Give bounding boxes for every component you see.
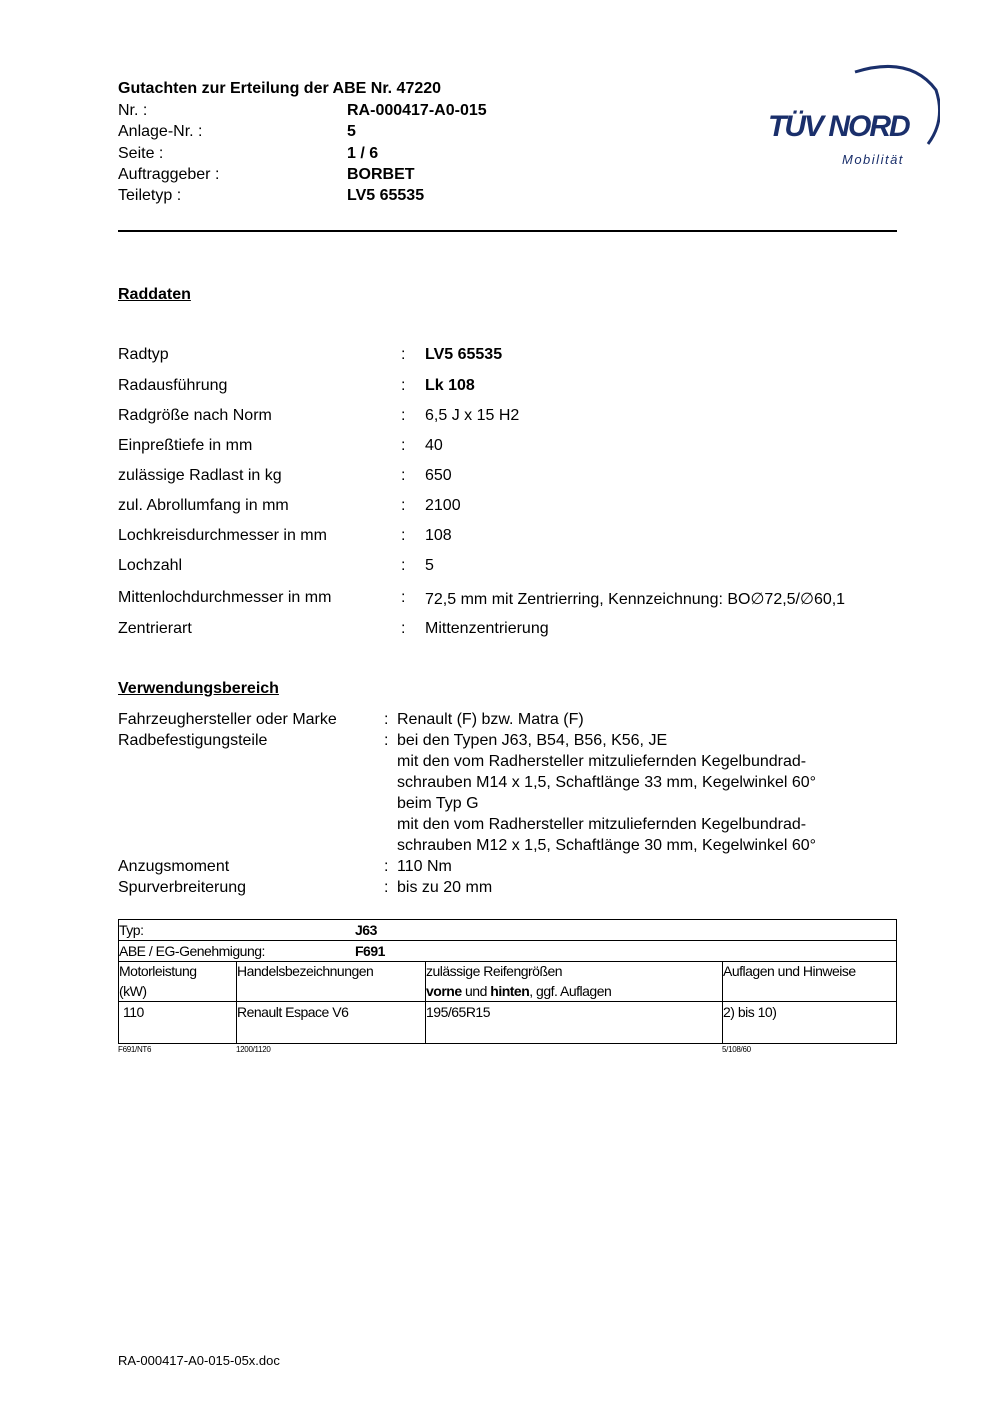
typ-value: J63 bbox=[355, 922, 377, 938]
vb-label: Anzugsmoment bbox=[118, 858, 230, 875]
raddaten-label: Radgröße nach Norm bbox=[118, 407, 272, 424]
cell-reifengroesse: 195/65R15 bbox=[426, 1004, 491, 1020]
table-rule bbox=[118, 961, 897, 962]
raddaten-value: Mittenzentrierung bbox=[425, 620, 549, 637]
vb-label: Fahrzeughersteller oder Marke bbox=[118, 711, 337, 728]
raddaten-label: Radausführung bbox=[118, 377, 228, 394]
header-label: Anlage-Nr. : bbox=[118, 123, 203, 140]
raddaten-row bbox=[118, 467, 918, 489]
abe-label: ABE / EG-Genehmigung: bbox=[119, 943, 265, 959]
typ-label: Typ: bbox=[119, 922, 144, 938]
vb-label: Radbefestigungsteile bbox=[118, 732, 268, 749]
separator: : bbox=[384, 711, 389, 728]
table-frame bbox=[118, 919, 897, 1044]
raddaten-row bbox=[118, 527, 918, 549]
header-label: Seite : bbox=[118, 145, 164, 162]
raddaten-value: 40 bbox=[425, 437, 443, 454]
raddaten-row bbox=[118, 407, 918, 429]
header-label: Auftraggeber : bbox=[118, 166, 220, 183]
raddaten-row bbox=[118, 377, 918, 399]
cell-kw: 110 bbox=[123, 1004, 144, 1020]
abe-value: F691 bbox=[355, 943, 385, 959]
code-abe: F691/NT6 bbox=[118, 1045, 152, 1054]
header-value: 1 / 6 bbox=[347, 145, 379, 162]
separator: : bbox=[401, 589, 406, 606]
col-motorleistung-header: Motorleistung bbox=[119, 963, 197, 979]
raddaten-heading: Raddaten bbox=[118, 286, 191, 303]
tuv-nord-logo bbox=[760, 60, 940, 170]
raddaten-row bbox=[118, 437, 918, 459]
vb-value: bei den Typen J63, B54, B56, K56, JE bbox=[397, 732, 668, 749]
vb-row-continuation bbox=[118, 816, 918, 837]
vb-row-continuation bbox=[118, 774, 918, 795]
vb-row-anzug bbox=[118, 858, 918, 879]
header-value: LV5 65535 bbox=[347, 187, 425, 204]
raddaten-row bbox=[118, 497, 918, 519]
auflagen-text: , ggf. Auflagen bbox=[529, 983, 612, 999]
separator: : bbox=[384, 879, 389, 896]
vb-row-spur bbox=[118, 879, 918, 900]
separator: : bbox=[401, 527, 406, 544]
cell-auflagen: 2) bis 10) bbox=[723, 1004, 777, 1020]
raddaten-row bbox=[118, 346, 918, 368]
vb-value: bis zu 20 mm bbox=[397, 879, 493, 896]
raddaten-label: Lochzahl bbox=[118, 557, 183, 574]
separator: : bbox=[401, 377, 406, 394]
raddaten-label: Radtyp bbox=[118, 346, 169, 363]
header-value: BORBET bbox=[347, 166, 415, 183]
raddaten-value: 650 bbox=[425, 467, 452, 484]
vb-value: mit den vom Radhersteller mitzuliefernden Kegelbundrad- bbox=[397, 816, 807, 833]
vb-value: 110 Nm bbox=[397, 858, 452, 875]
raddaten-row bbox=[118, 589, 918, 611]
und-text: und bbox=[461, 983, 491, 999]
separator: : bbox=[401, 497, 406, 514]
raddaten-label: Zentrierart bbox=[118, 620, 192, 637]
vb-value: beim Typ G bbox=[397, 795, 479, 812]
raddaten-value: 72,5 mm mit Zentrierring, Kennzeichnung: BO∅72,5/∅60,1 bbox=[425, 591, 846, 608]
col-motorleistung-unit: (kW) bbox=[119, 983, 147, 999]
vb-value: Renault (F) bzw. Matra (F) bbox=[397, 711, 584, 728]
vb-row-continuation bbox=[118, 795, 918, 816]
vb-value: schrauben M14 x 1,5, Schaftlänge 33 mm, Kegelwinkel 60° bbox=[397, 774, 817, 791]
raddaten-value: 6,5 J x 15 H2 bbox=[425, 407, 520, 424]
raddaten-value: 5 bbox=[425, 557, 434, 574]
separator: : bbox=[401, 437, 406, 454]
logo-subtitle: Mobilität bbox=[842, 152, 904, 167]
raddaten-label: zul. Abrollumfang in mm bbox=[118, 497, 289, 514]
separator: : bbox=[384, 858, 389, 875]
logo-brand: TÜV NORD bbox=[768, 110, 909, 143]
raddaten-row bbox=[118, 620, 918, 642]
separator: : bbox=[401, 557, 406, 574]
header-label: Nr. : bbox=[118, 102, 148, 119]
raddaten-label: Lochkreisdurchmesser in mm bbox=[118, 527, 327, 544]
table-rule bbox=[118, 1001, 897, 1002]
col-handelsbezeichnungen-header: Handelsbezeichnungen bbox=[237, 963, 374, 979]
raddaten-value: LV5 65535 bbox=[425, 346, 503, 363]
col-reifengroessen-header: zulässige Reifengrößen bbox=[426, 963, 563, 979]
col-auflagen-header: Auflagen und Hinweise bbox=[723, 963, 856, 979]
vb-value: mit den vom Radhersteller mitzuliefernden Kegelbundrad- bbox=[397, 753, 807, 770]
document-title: Gutachten zur Erteilung der ABE Nr. 47220 bbox=[118, 80, 442, 97]
header-value: 5 bbox=[347, 123, 356, 140]
header-value: RA-000417-A0-015 bbox=[347, 102, 487, 119]
raddaten-value: 2100 bbox=[425, 497, 461, 514]
raddaten-value: Lk 108 bbox=[425, 377, 475, 394]
separator: : bbox=[384, 732, 389, 749]
vorne-text: vorne bbox=[426, 983, 462, 999]
footer-filename: RA-000417-A0-015-05x.doc bbox=[118, 1353, 280, 1368]
vb-value: schrauben M12 x 1,5, Schaftlänge 30 mm, Kegelwinkel 60° bbox=[397, 837, 817, 854]
separator: : bbox=[401, 620, 406, 637]
separator: : bbox=[401, 346, 406, 363]
col-reifengroessen-subheader bbox=[426, 983, 611, 999]
raddaten-row bbox=[118, 557, 918, 579]
vb-row-continuation bbox=[118, 837, 918, 858]
verwendungsbereich-heading: Verwendungsbereich bbox=[118, 680, 279, 697]
hinten-text: hinten bbox=[490, 983, 530, 999]
raddaten-label: Mittenlochdurchmesser in mm bbox=[118, 589, 332, 606]
vb-label: Spurverbreiterung bbox=[118, 879, 247, 896]
separator: : bbox=[401, 407, 406, 424]
cell-handelsbezeichnung: Renault Espace V6 bbox=[237, 1004, 349, 1020]
header-label: Teiletyp : bbox=[118, 187, 182, 204]
header-divider bbox=[118, 230, 897, 232]
table-rule bbox=[118, 940, 897, 941]
raddaten-label: Einpreßtiefe in mm bbox=[118, 437, 253, 454]
raddaten-value: 108 bbox=[425, 527, 452, 544]
vb-row-fahrzeug bbox=[118, 711, 918, 732]
vb-row-radbef bbox=[118, 732, 918, 753]
vb-row-continuation bbox=[118, 753, 918, 774]
code-weights: 1200/1120 bbox=[236, 1045, 271, 1054]
code-bolt-pattern: 5/108/60 bbox=[722, 1045, 751, 1054]
separator: : bbox=[401, 467, 406, 484]
raddaten-label: zulässige Radlast in kg bbox=[118, 467, 282, 484]
